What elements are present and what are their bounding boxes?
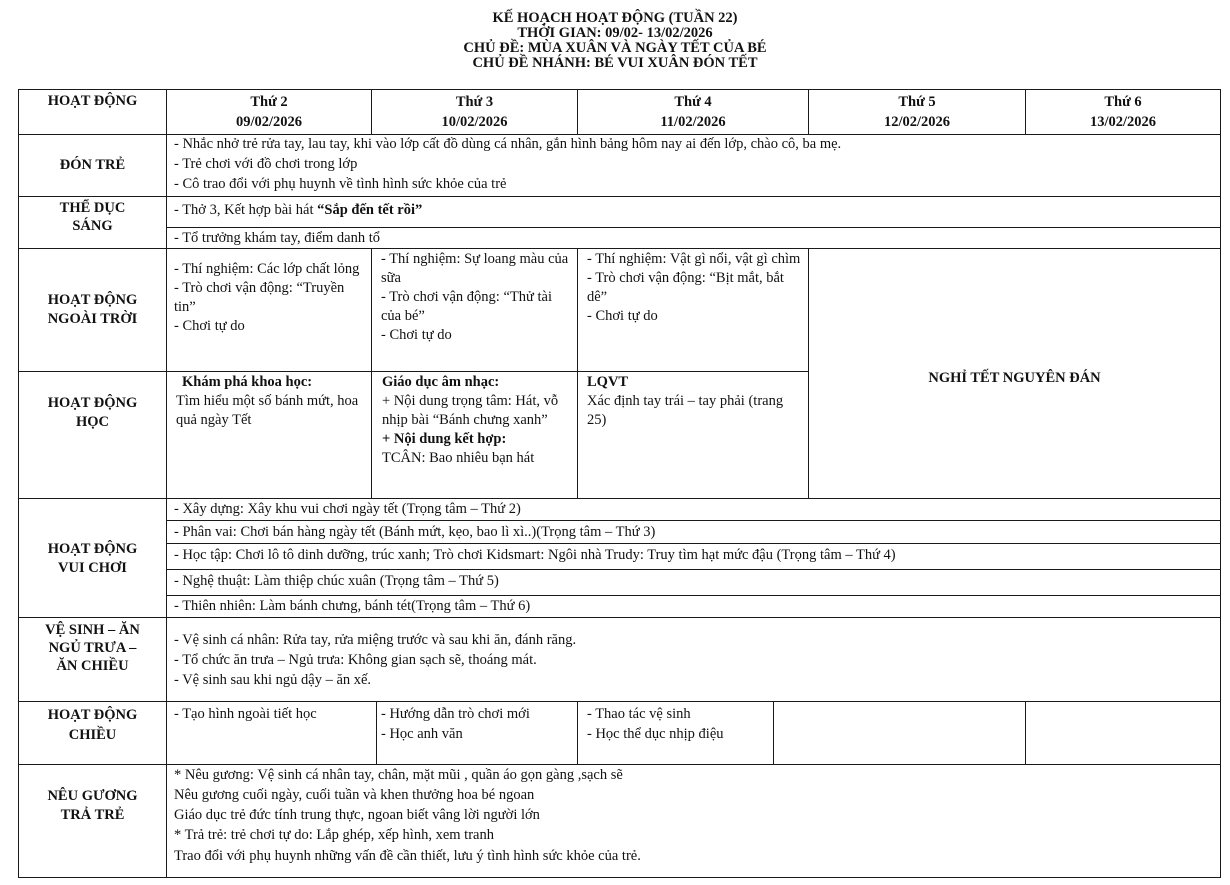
the-duc-roll-call: - Tổ trưởng khám tay, điểm danh tổ <box>174 230 381 246</box>
row-label-chieu: HOẠT ĐỘNG CHIỀU <box>47 707 138 743</box>
hoc-wed: LQVT Xác định tay trái – tay phải (trang 25) <box>587 374 784 428</box>
row-label-ve-sinh: VỆ SINH – ĂN NGỦ TRƯA – ĂN CHIỀU <box>45 622 140 674</box>
chieu-tue-1: - Hướng dẫn trò chơi mới <box>381 706 530 722</box>
hoc-mon: Khám phá khoa học: Tìm hiểu một số bánh mứt, hoa quả ngày Tết <box>176 374 359 428</box>
plan-period: THỜI GIAN: 09/02- 13/02/2026 <box>517 25 713 41</box>
row-label-neu-guong: NÊU GƯƠNG TRẢ TRẺ <box>47 788 138 823</box>
chieu-mon: - Tạo hình ngoài tiết học <box>174 706 317 722</box>
vui-choi-corner: - Học tập: Chơi lô tô dinh dưỡng, trúc xanh; Trò chơi Kidsmart: Ngôi nhà Trudy: Truy tìm hạt mức đậu (Trọng tâm – Thứ 4) <box>174 547 896 563</box>
ve-sinh-line: - Tổ chức ăn trưa – Ngủ trưa: Không gian sạch sẽ, thoáng mát. <box>174 652 537 668</box>
chieu-wed-2: - Học thể dục nhịp điệu <box>587 726 724 742</box>
vui-choi-corner: - Nghệ thuật: Làm thiệp chúc xuân (Trọng tâm – Thứ 5) <box>174 573 499 589</box>
neu-guong-line: * Trả trẻ: trẻ chơi tự do: Lắp ghép, xếp hình, xem tranh <box>174 827 494 843</box>
row-label-ngoai-troi: HOẠT ĐỘNG NGOÀI TRỜI <box>47 292 138 327</box>
vui-choi-corner: - Thiên nhiên: Làm bánh chưng, bánh tét(Trọng tâm – Thứ 6) <box>174 598 531 614</box>
activity-column-header: HOẠT ĐỘNG <box>47 93 138 109</box>
holiday-notice: NGHỈ TẾT NGUYÊN ĐÁN <box>928 370 1101 386</box>
day-header-fri: Thứ 6 13/02/2026 <box>1089 94 1157 130</box>
ngoai-troi-mon: - Thí nghiệm: Các lớp chất lỏng - Trò chơi vận động: “Truyền tin” - Chơi tự do <box>174 261 360 334</box>
plan-theme: CHỦ ĐỀ: MÙA XUÂN VÀ NGÀY TẾT CỦA BÉ <box>463 40 767 56</box>
row-label-hoc: HOẠT ĐỘNG HỌC <box>47 395 138 430</box>
row-label-the-duc-sang: THỂ DỤC SÁNG <box>59 200 126 234</box>
row-label-vui-choi: HOẠT ĐỘNG VUI CHƠI <box>47 541 138 576</box>
chieu-wed-1: - Thao tác vệ sinh <box>587 706 691 722</box>
vui-choi-corner: - Phân vai: Chơi bán hàng ngày tết (Bánh mứt, kẹo, bao lì xì..)(Trọng tâm – Thứ 3) <box>174 524 656 540</box>
plan-title: KẾ HOẠCH HOẠT ĐỘNG (TUẦN 22) <box>492 10 738 26</box>
day-header-wed: Thứ 4 11/02/2026 <box>660 94 726 130</box>
ngoai-troi-tue: - Thí nghiệm: Sự loang màu của sữa - Trò chơi vận động: “Thử tài của bé” - Chơi tự do <box>381 251 569 343</box>
neu-guong-line: Giáo dục trẻ đức tính trung thực, ngoan biết vâng lời người lớn <box>174 807 540 823</box>
don-tre-line: - Nhắc nhở trẻ rửa tay, lau tay, khi vào lớp cất đồ dùng cá nhân, gắn hình bảng hôm nay ai đến lớp, chào cô, ba mẹ. <box>174 136 842 152</box>
day-header-mon: Thứ 2 09/02/2026 <box>235 94 303 130</box>
don-tre-line: - Trẻ chơi với đồ chơi trong lớp <box>174 156 358 172</box>
neu-guong-line: Nêu gương cuối ngày, cuối tuần và khen thưởng hoa bé ngoan <box>174 787 535 803</box>
chieu-tue-2: - Học anh văn <box>381 726 463 742</box>
row-label-don-tre: ĐÓN TRẺ <box>59 157 126 173</box>
the-duc-exercise: - Thở 3, Kết hợp bài hát “Sắp đến tết rồi” <box>174 202 423 218</box>
ve-sinh-line: - Vệ sinh cá nhân: Rửa tay, rửa miệng trước và sau khi ăn, đánh răng. <box>174 632 577 648</box>
day-header-thu: Thứ 5 12/02/2026 <box>883 94 951 130</box>
ve-sinh-line: - Vệ sinh sau khi ngủ dậy – ăn xế. <box>174 672 372 688</box>
day-header-tue: Thứ 3 10/02/2026 <box>441 94 508 130</box>
ngoai-troi-wed: - Thí nghiệm: Vật gì nổi, vật gì chìm - Trò chơi vận động: “Bịt mắt, bắt dê” - Chơi tự do <box>587 251 801 324</box>
hoc-tue: Giáo dục âm nhạc: + Nội dung trọng tâm: Hát, vỗ nhịp bài “Bánh chưng xanh” + Nội dung kết hợp: TCÂN: Bao nhiêu bạn hát <box>382 374 559 466</box>
neu-guong-line: Trao đổi với phụ huynh những vấn đề cần thiết, lưu ý tình hình sức khỏe của trẻ. <box>174 848 641 864</box>
vui-choi-corner: - Xây dựng: Xây khu vui chơi ngày tết (Trọng tâm – Thứ 2) <box>174 501 521 517</box>
neu-guong-line: * Nêu gương: Vệ sinh cá nhân tay, chân, mặt mũi , quần áo gọn gàng ,sạch sẽ <box>174 767 623 783</box>
don-tre-line: - Cô trao đổi với phụ huynh về tình hình sức khỏe của trẻ <box>174 176 507 192</box>
plan-subtheme: CHỦ ĐỀ NHÁNH: BÉ VUI XUÂN ĐÓN TẾT <box>472 55 758 71</box>
